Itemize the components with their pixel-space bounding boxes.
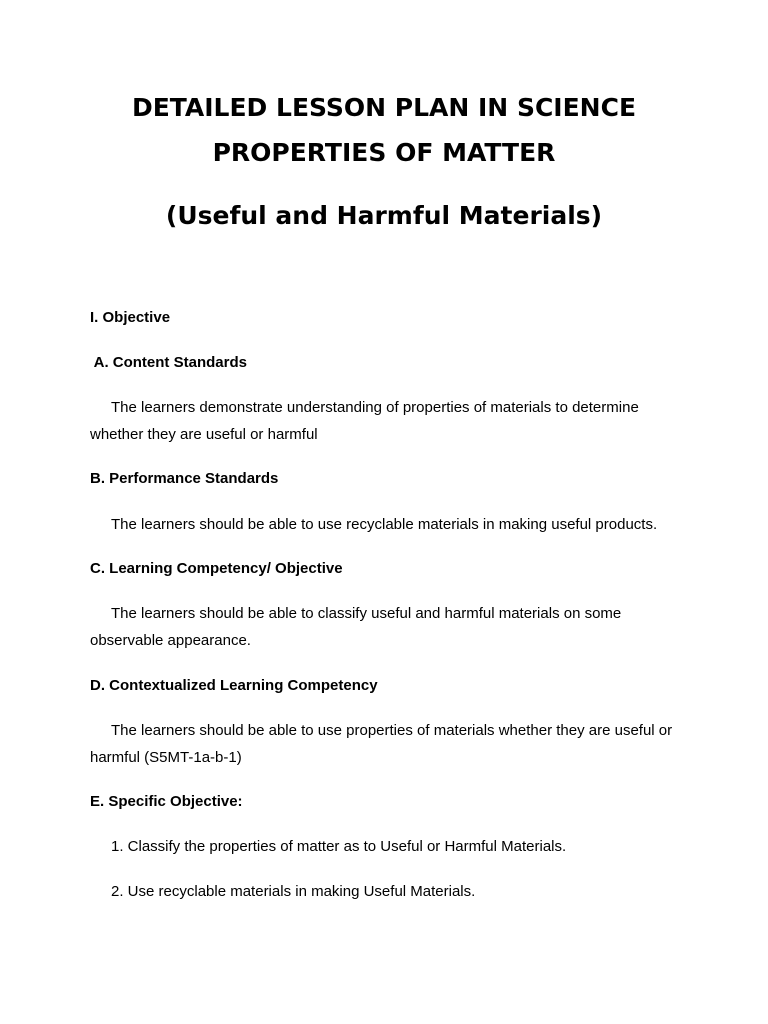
learning-competency-text-line1: The learners should be able to classify useful and harmful materials on some: [111, 605, 622, 622]
learning-competency-heading: C. Learning Competency/ Objective: [90, 560, 343, 577]
contextualized-competency-text-line1: The learners should be able to use properties of materials whether they are useful or: [111, 722, 673, 739]
performance-standards-text: The learners should be able to use recyclable materials in making useful products.: [111, 516, 658, 533]
contextualized-competency-heading: D. Contextualized Learning Competency: [90, 677, 378, 694]
performance-standards-heading: B. Performance Standards: [90, 470, 279, 487]
document-topic: PROPERTIES OF MATTER: [212, 138, 556, 167]
document-title: DETAILED LESSON PLAN IN SCIENCE: [131, 93, 637, 122]
specific-objective-heading: E. Specific Objective:: [90, 793, 243, 810]
learning-competency-text-line2: observable appearance.: [90, 632, 251, 649]
specific-objective-item: 2. Use recyclable materials in making Useful Materials.: [111, 883, 476, 900]
content-standards-text-line1: The learners demonstrate understanding of properties of materials to determine: [111, 399, 639, 416]
content-standards-heading: A. Content Standards: [90, 354, 247, 371]
specific-objective-item: 1. Classify the properties of matter as to Useful or Harmful Materials.: [111, 838, 567, 855]
document-subtitle: (Useful and Harmful Materials): [165, 201, 603, 230]
objective-heading: I. Objective: [90, 309, 171, 326]
content-standards-text-line2: whether they are useful or harmful: [90, 426, 318, 443]
contextualized-competency-text-line2: harmful (S5MT-1a-b-1): [90, 749, 242, 766]
